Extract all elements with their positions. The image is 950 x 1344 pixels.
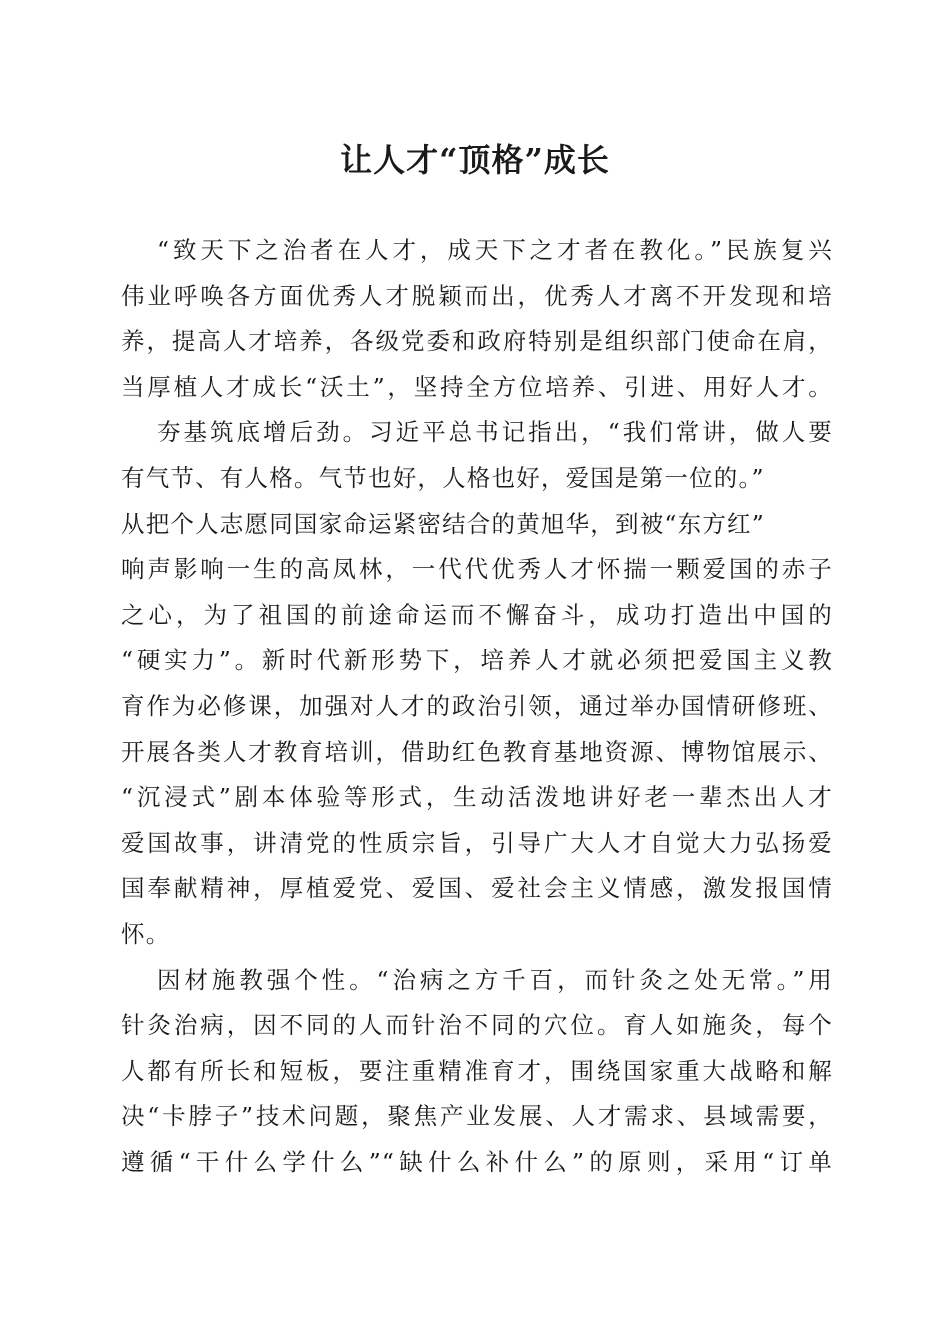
text-line: 人都有所长和短板，要注重精准育才，围绕国家重大战略和解: [121, 1056, 833, 1085]
text-line: 爱国故事，讲清党的性质宗旨，引导广大人才自觉大力弘扬爱: [121, 828, 833, 857]
text-line: 因材施教强个性。“治病之方千百，而针灸之处无常。”用: [157, 965, 833, 994]
page-title: 让人才“顶格”成长: [340, 141, 610, 179]
paragraph: [121, 228, 833, 410]
text-line: 养，提高人才培养，各级党委和政府特别是组织部门使命在肩，: [121, 327, 833, 356]
text-line: 从把个人志愿同国家命运紧密结合的黄旭华，到被“东方红”: [121, 509, 765, 538]
text-line: 国奉献精神，厚植爱党、爱国、爱社会主义情感，激发报国情: [121, 874, 833, 903]
text-line: 针灸治病，因不同的人而针治不同的穴位。育人如施灸，每个: [121, 1011, 833, 1040]
text-line: 伟业呼唤各方面优秀人才脱颖而出，优秀人才离不开发现和培: [121, 281, 833, 310]
text-line: 当厚植人才成长“沃土”，坚持全方位培养、引进、用好人才。: [121, 372, 833, 401]
text-line: 育作为必修课，加强对人才的政治引领，通过举办国情研修班、: [121, 691, 833, 720]
text-line: 遵循“干什么学什么”“缺什么补什么”的原则，采用“订单: [121, 1147, 833, 1176]
text-line: 开展各类人才教育培训，借助红色教育基地资源、博物馆展示、: [121, 737, 833, 766]
text-line: 有气节、有人格。气节也好，人格也好，爱国是第一位的。”: [121, 463, 765, 492]
text-line: “沉浸式”剧本体验等形式，生动活泼地讲好老一辈杰出人才: [121, 783, 833, 812]
text-line: 夯基筑底增后劲。习近平总书记指出，“我们常讲，做人要: [157, 418, 833, 447]
article-body: [121, 228, 833, 1185]
text-line: 决“卡脖子”技术问题，聚焦产业发展、人才需求、县域需要，: [121, 1102, 833, 1131]
text-line: 响声影响一生的高凤林，一代代优秀人才怀揣一颗爱国的赤子: [121, 555, 833, 584]
text-line: “致天下之治者在人才，成天下之才者在教化。”民族复兴: [157, 236, 833, 264]
paragraph: [121, 958, 833, 1186]
text-line: “硬实力”。新时代新形势下，培养人才就必须把爱国主义教: [121, 646, 833, 675]
text-line: 怀。: [121, 919, 171, 948]
paragraph: [121, 410, 833, 957]
text-line: 之心，为了祖国的前途命运而不懈奋斗，成功打造出中国的: [121, 600, 833, 629]
